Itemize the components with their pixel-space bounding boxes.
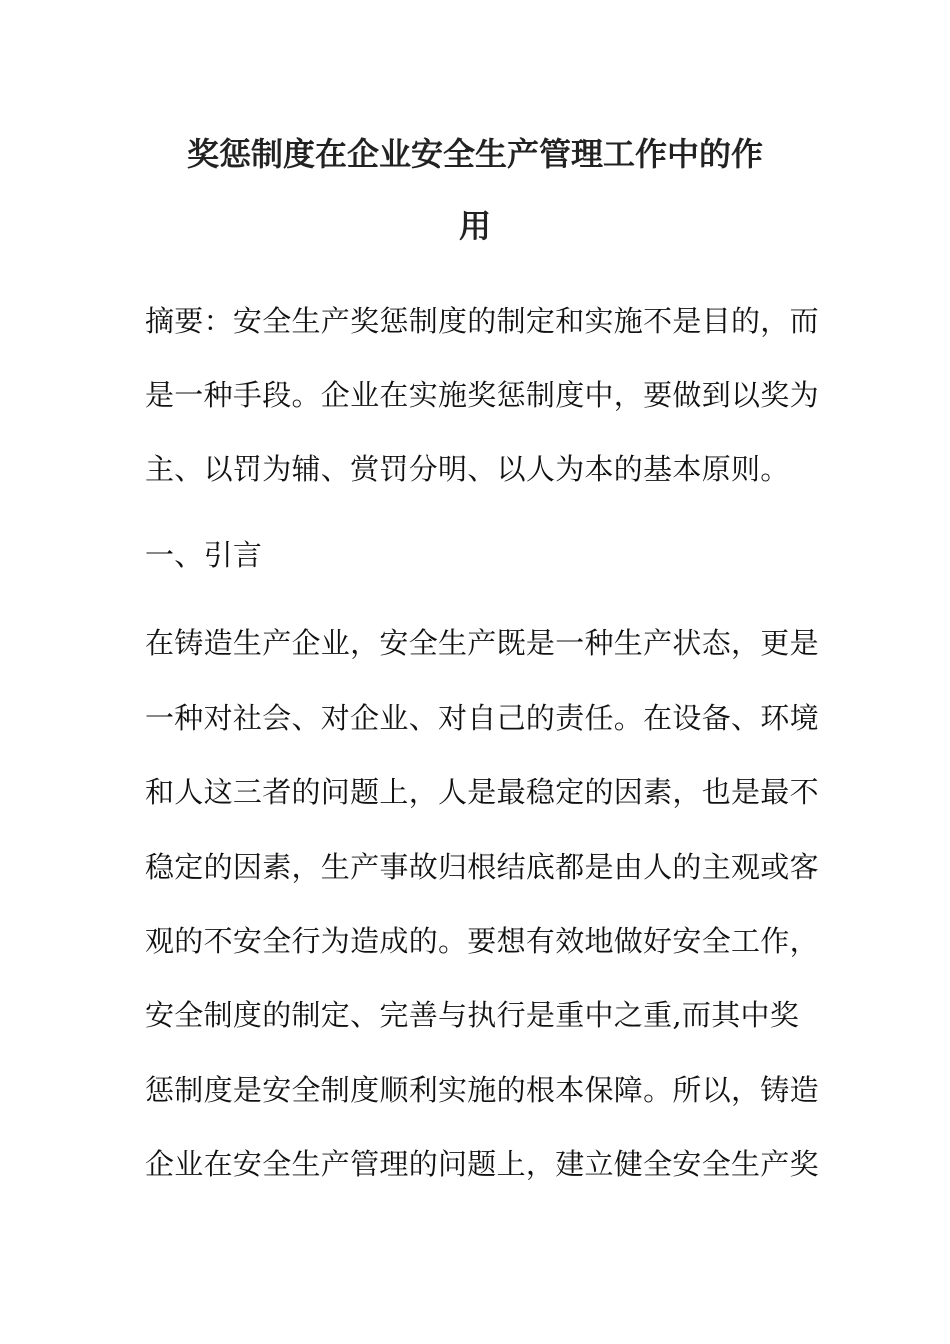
body-line-6: 安全制度的制定、完善与执行是重中之重,而其中奖 (145, 998, 800, 1032)
document-title-line-1: 奖惩制度在企业安全生产管理工作中的作 (186, 135, 763, 173)
body-line-8: 企业在安全生产管理的问题上，建立健全安全生产奖 (145, 1147, 819, 1181)
body-line-7: 惩制度是安全制度顺利实施的根本保障。所以，铸造 (145, 1073, 819, 1107)
abstract-line-3: 主、以罚为辅、赏罚分明、以人为本的基本原则。 (145, 452, 790, 486)
section-heading: 一、引言 (145, 538, 263, 572)
body-line-2: 一种对社会、对企业、对自己的责任。在设备、环境 (145, 701, 819, 735)
body-line-4: 稳定的因素，生产事故归根结底都是由人的主观或客 (145, 850, 819, 884)
body-line-5: 观的不安全行为造成的。要想有效地做好安全工作， (145, 924, 819, 958)
document-title-line-2: 用 (458, 207, 491, 245)
abstract-line-2: 是一种手段。企业在实施奖惩制度中，要做到以奖为 (145, 378, 819, 412)
body-line-1: 在铸造生产企业，安全生产既是一种生产状态，更是 (145, 626, 819, 660)
body-line-3: 和人这三者的问题上，人是最稳定的因素，也是最不 (145, 775, 819, 809)
abstract-line-1: 摘要：安全生产奖惩制度的制定和实施不是目的，而 (145, 304, 819, 338)
